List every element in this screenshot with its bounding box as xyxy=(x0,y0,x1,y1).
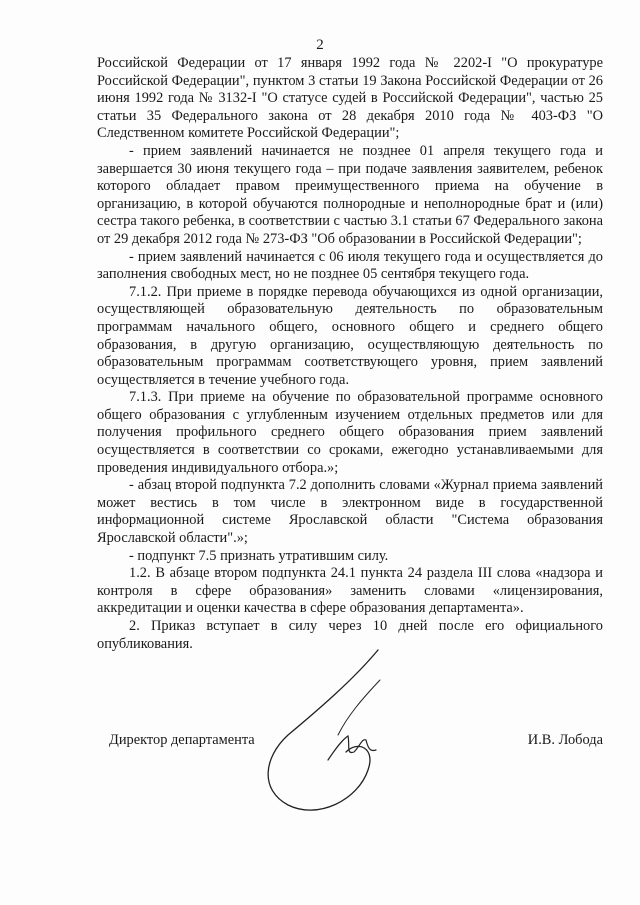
paragraph-2-effective: 2. Приказ вступает в силу через 10 дней после его официального опубликования. xyxy=(97,618,603,652)
page-number: 2 xyxy=(316,37,324,53)
paragraph-7-2-journal: - абзац второй подпункта 7.2 дополнить словами «Журнал приема заявлений может вестись в том числе в электронном виде в государственной информационной системе Ярославской области "Система образования Ярославской области".»; xyxy=(97,477,603,547)
paragraph-law-references: Российской Федерации от 17 января 1992 года № 2202-I "О прокуратуре Российской Федерации", пунктом 3 статьи 19 Закона Российской Федерации от 26 июня 1992 года № 3132-I "О статусе судей в Российской Федерации", частью 25 статьи 35 Федерального закона от 28 декабря 2010 года № 403-ФЗ "О Следственном комитете Российской Федерации"; xyxy=(97,55,603,142)
paragraph-1-2: 1.2. В абзаце втором подпункта 24.1 пункта 24 раздела III слова «надзора и контроля в сфере образования» заменить словами «лицензирования, аккредитации и оценки качества в сфере образования департамента». xyxy=(97,565,603,617)
signer-title: Директор департамента xyxy=(109,732,255,748)
paragraph-application-start-april: - прием заявлений начинается не позднее 01 апреля текущего года и завершается 30 июня текущего года – при подаче заявления заявителем, ребенок которого обладает правом преимущественного приема на обучение в организацию, в которой обучаются полнородные и неполнородные брат и (или) сестра такого ребенка, в соответствии с частью 3.1 статьи 67 Федерального закона от 29 декабря 2012 года № 273-ФЗ "Об образовании в Российской Федерации"; xyxy=(97,142,603,247)
handwritten-signature xyxy=(258,640,438,830)
paragraph-7-1-2: 7.1.2. При приеме в порядке перевода обучающихся из одной организации, осуществляющей образовательную деятельность по образовательным программам начального общего, основного общего и среднего общего образования, в другую организацию, осуществляющую деятельность по образовательным программам соответствующего уровня, прием заявлений осуществляется в течение учебного года. xyxy=(97,283,603,388)
document-body xyxy=(97,55,603,653)
signer-name: И.В. Лобода xyxy=(527,732,603,748)
paragraph-7-1-3: 7.1.3. При приеме на обучение по образовательной программе основного общего образования с углубленным изучением отдельных предметов или для получения профильного среднего общего образования прием заявлений осуществляется в соответствии со сроками, ежегодно устанавливаемыми для проведения индивидуального отбора.»; xyxy=(97,389,603,476)
paragraph-7-5-void: - подпункт 7.5 признать утратившим силу. xyxy=(129,547,389,564)
paragraph-application-start-july: - прием заявлений начинается с 06 июля текущего года и осуществляется до заполнения свободных мест, но не позднее 05 сентября текущего года. xyxy=(97,248,603,283)
